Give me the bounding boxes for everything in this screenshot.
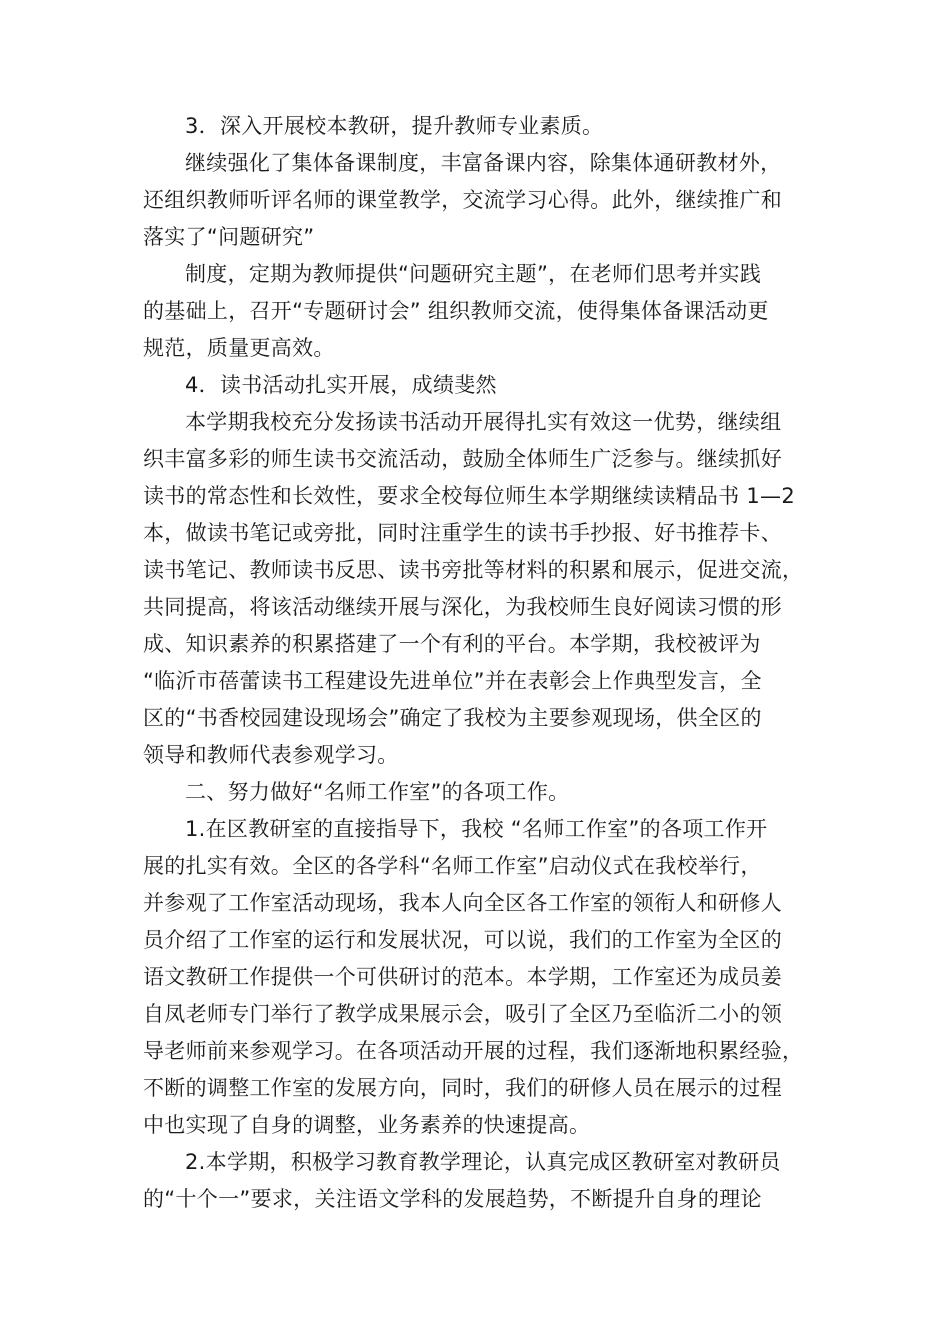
paragraph-line: 的基础上，召开“专题研讨会” 组织教师交流，使得集体备课活动更	[143, 299, 769, 323]
paragraph-line: “临沂市蓓蕾读书工程建设先进单位”并在表彰会上作典型发言，全	[143, 669, 762, 693]
paragraph-line: 不断的调整工作室的发展方向，同时，我们的研修人员在展示的过程	[143, 1076, 782, 1100]
paragraph-line: 导老师前来参观学习。在各项活动开展的过程，我们逐渐地积累经验，	[143, 1039, 804, 1063]
paragraph-line: 员介绍了工作室的运行和发展状况，可以说，我们的工作室为全区的	[143, 928, 782, 952]
paragraph-line: 还组织教师听评名师的课堂教学，交流学习心得。此外，继续推广和	[143, 188, 782, 212]
section-heading-2-master-teacher-studio: 二、努力做好“名师工作室”的各项工作。	[185, 780, 570, 804]
paragraph-line: 制度，定期为教师提供“问题研究主题”，在老师们思考并实践	[185, 262, 762, 286]
paragraph-line: 语文教研工作提供一个可供研讨的范本。本学期，工作室还为成员姜	[143, 965, 782, 989]
paragraph-line: 自凤老师专门举行了教学成果展示会，吸引了全区乃至临沂二小的领	[143, 1002, 782, 1026]
paragraph-line: 共同提高，将该活动继续开展与深化，为我校师生良好阅读习惯的形	[143, 595, 782, 619]
paragraph-line: 区的“书香校园建设现场会”确定了我校为主要参观现场，供全区的	[143, 706, 762, 730]
paragraph-line: 读书笔记、教师读书反思、读书旁批等材料的积累和展示，促进交流，	[143, 558, 804, 582]
paragraph-line: 本，做读书笔记或旁批，同时注重学生的读书手抄报、好书推荐卡、	[143, 521, 782, 545]
paragraph-line: 领导和教师代表参观学习。	[143, 743, 399, 767]
paragraph-line: 展的扎实有效。全区的各学科“名师工作室”启动仪式在我校举行，	[143, 854, 762, 878]
paragraph-line: 落实了“问题研究”	[143, 225, 315, 249]
paragraph-line: 1.在区教研室的直接指导下，我校 “名师工作室”的各项工作开	[185, 817, 768, 841]
paragraph-line: 织丰富多彩的师生读书交流活动，鼓励全体师生广泛参与。继续抓好	[143, 447, 782, 471]
heading-3-school-research: 3．深入开展校本教研，提升教师专业素质。	[185, 114, 604, 138]
paragraph-line: 本学期我校充分发扬读书活动开展得扎实有效这一优势，继续组	[185, 410, 782, 434]
paragraph-line: 并参观了工作室活动现场，我本人向全区各工作室的领衔人和研修人	[143, 891, 782, 915]
paragraph-line: 继续强化了集体备课制度，丰富备课内容，除集体通研教材外，	[185, 151, 782, 175]
paragraph-line: 中也实现了自身的调整，业务素养的快速提高。	[143, 1113, 591, 1137]
paragraph-line: 读书的常态性和长效性，要求全校每位师生本学期继续读精品书 1—2	[143, 484, 795, 508]
paragraph-line: 规范，质量更高效。	[143, 336, 335, 360]
document-body	[143, 108, 808, 1218]
heading-4-reading-activity: 4．读书活动扎实开展，成绩斐然	[185, 373, 497, 397]
paragraph-line: 2.本学期，积极学习教育教学理论，认真完成区教研室对教研员	[185, 1150, 781, 1174]
paragraph-line: 的“十个一”要求，关注语文学科的发展趋势，不断提升自身的理论	[143, 1187, 762, 1211]
paragraph-line: 成、知识素养的积累搭建了一个有利的平台。本学期，我校被评为	[143, 632, 761, 656]
